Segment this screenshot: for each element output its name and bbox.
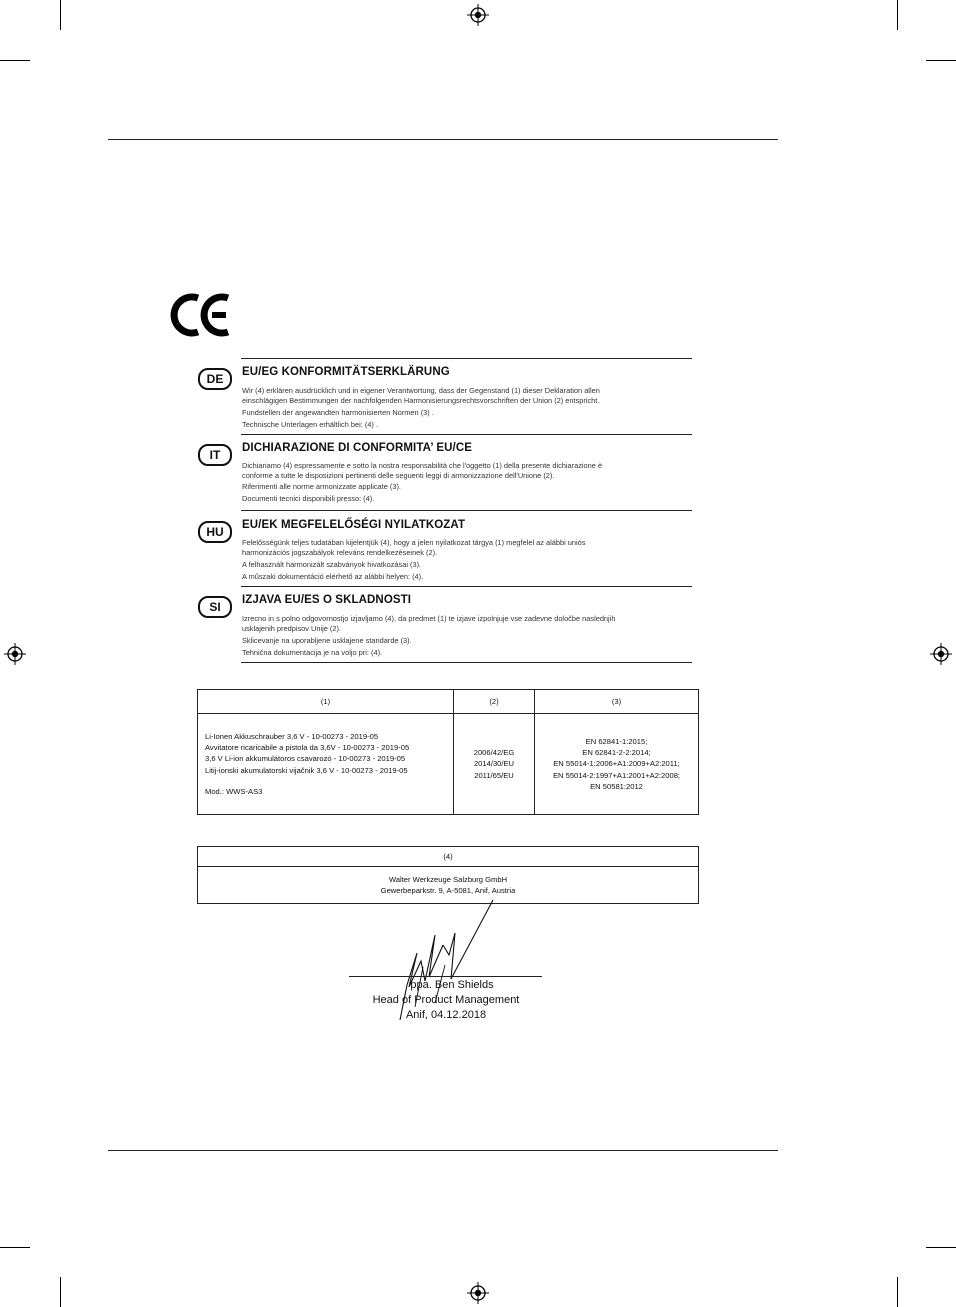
declaration-line: usklajenih predpisov Unije (2). bbox=[242, 624, 342, 633]
declaration-line: A felhasznált harmonizált szabványok hivatkozásai (3). bbox=[242, 560, 422, 569]
standard: EN 50581:2012 bbox=[590, 781, 643, 791]
table-header: (1) bbox=[198, 690, 454, 714]
table-header: (4) bbox=[198, 847, 699, 867]
declaration-line: Riferimenti alle norme armonizzate applicate (3). bbox=[242, 482, 401, 491]
declaration-line: Fundstellen der angewandten harmonisierten Normen (3) . bbox=[242, 408, 434, 417]
language-badge-de: DE bbox=[198, 368, 232, 390]
product-table bbox=[197, 689, 699, 815]
declaration-line: einschlägigen Bestimmungen der nachfolgenden Harmonisierungsrechtsvorschriften der Union (2) entspricht. bbox=[242, 396, 600, 405]
directive: 2006/42/EG bbox=[473, 748, 515, 758]
language-badge-it: IT bbox=[198, 444, 232, 466]
declaration-de bbox=[198, 366, 692, 432]
declaration-it bbox=[198, 442, 692, 508]
declaration-title: EU/EG KONFORMITÄTSERKLÄRUNG bbox=[242, 366, 450, 378]
declaration-line: A műszaki dokumentáció elérhető az alábbi helyen: (4). bbox=[242, 572, 424, 581]
declaration-hu bbox=[198, 519, 692, 585]
declaration-line: Felelősségünk teljes tudatában kijelentjük (4), hogy a jelen nyilatkozat tárgya (1) megfelel az alábbi uniós bbox=[242, 538, 586, 547]
table-header: (3) bbox=[535, 690, 699, 714]
declaration-si bbox=[198, 594, 692, 660]
model-number: Mod.: WWS-AS3 bbox=[205, 786, 263, 796]
declaration-title: EU/EK MEGFELELŐSÉGI NYILATKOZAT bbox=[242, 519, 466, 531]
standard: EN 55014-1:2006+A1:2009+A2:2011; bbox=[553, 759, 680, 769]
registration-mark-icon bbox=[930, 643, 952, 665]
product-line: 3,6 V Li-ion akkumulátoros csavarozó - 10-00273 - 2019-05 bbox=[205, 754, 406, 764]
language-badge-hu: HU bbox=[198, 521, 232, 543]
crop-mark bbox=[60, 0, 61, 30]
crop-mark bbox=[926, 60, 956, 61]
crop-mark bbox=[897, 0, 898, 30]
company-name: Walter Werkzeuge Salzburg GmbH bbox=[388, 874, 508, 884]
standard: EN 62841-1:2015; bbox=[585, 736, 648, 746]
declaration-line: Izrecno in s polno odgovornostjo izjavljamo (4), da predmet (1) te izjave izpolnjuje vse zadevne določbe naslednjih bbox=[242, 614, 616, 623]
footer-rule bbox=[108, 1150, 778, 1151]
directive-cell bbox=[454, 714, 535, 815]
company-address: Gewerbeparkstr. 9, A-5081, Anif, Austria bbox=[380, 886, 516, 895]
declaration-line: Documenti tecnici disponibili presso: (4). bbox=[242, 494, 375, 503]
declaration-title: IZJAVA EU/ES O SKLADNOSTI bbox=[242, 594, 412, 606]
declaration-line: Wir (4) erklären ausdrücklich und in eigener Verantwortung, dass der Gegenstand (1) dieser Deklaration allen bbox=[242, 386, 600, 395]
crop-mark bbox=[0, 1247, 30, 1248]
product-line: Avvitatore ricaricabile a pistola da 3,6V - 10-00273 - 2019-05 bbox=[205, 743, 410, 753]
declaration-line: Sklicevanje na uporabljene usklajene standarde (3). bbox=[242, 636, 412, 645]
standard: EN 62841-2-2:2014; bbox=[582, 748, 651, 758]
registration-mark-icon bbox=[467, 1282, 489, 1304]
declaration-title: DICHIARAZIONE DI CONFORMITA’ EU/CE bbox=[242, 442, 472, 454]
standards-cell bbox=[535, 714, 699, 815]
section-rule bbox=[241, 358, 692, 359]
signatory-name: ppa. Ben Shields bbox=[410, 979, 494, 991]
section-rule bbox=[241, 434, 692, 435]
product-line: Li-Ionen Akkuschrauber 3,6 V - 10-00273 - 2019-05 bbox=[205, 731, 379, 741]
product-line: Litij-ionski akumulatorski vijačnik 3,6 V - 10-00273 - 2019-05 bbox=[205, 765, 408, 775]
registration-mark-icon bbox=[467, 4, 489, 26]
ce-mark-icon bbox=[168, 292, 232, 338]
header-rule bbox=[108, 139, 778, 140]
declaration-line: conforme a tutte le disposizioni pertinenti delle seguenti leggi di armonizzazione dell'Unione (2). bbox=[242, 471, 555, 480]
declaration-line: Technische Unterlagen erhältlich bei: (4) . bbox=[242, 420, 378, 429]
registration-mark-icon bbox=[4, 643, 26, 665]
product-cell bbox=[198, 714, 454, 815]
signatory-position: Head of Product Management bbox=[372, 994, 520, 1006]
directive: 2011/65/EU bbox=[474, 770, 514, 780]
signature-line bbox=[349, 976, 542, 977]
language-badge-si: SI bbox=[198, 596, 232, 618]
standard: EN 55014-2:1997+A1:2001+A2:2008; bbox=[552, 770, 681, 780]
crop-mark bbox=[926, 1247, 956, 1248]
crop-mark bbox=[60, 1277, 61, 1307]
section-rule bbox=[241, 586, 692, 587]
table-header: (2) bbox=[454, 690, 535, 714]
declaration-line: harmonizációs jogszabályok releváns rendelkezéseinek (2). bbox=[242, 548, 438, 557]
place-date: Anif, 04.12.2018 bbox=[405, 1009, 487, 1021]
declaration-line: Dichiariamo (4) espressamente e sotto la nostra responsabilità che l'oggetto (1) della presente dichiarazione è bbox=[242, 461, 603, 470]
section-rule bbox=[241, 510, 692, 511]
crop-mark bbox=[0, 60, 30, 61]
section-rule bbox=[241, 662, 692, 663]
directive: 2014/30/EU bbox=[473, 759, 515, 769]
declaration-line: Tehnična dokumentacija je na voljo pri: (4). bbox=[242, 648, 383, 657]
crop-mark bbox=[897, 1277, 898, 1307]
